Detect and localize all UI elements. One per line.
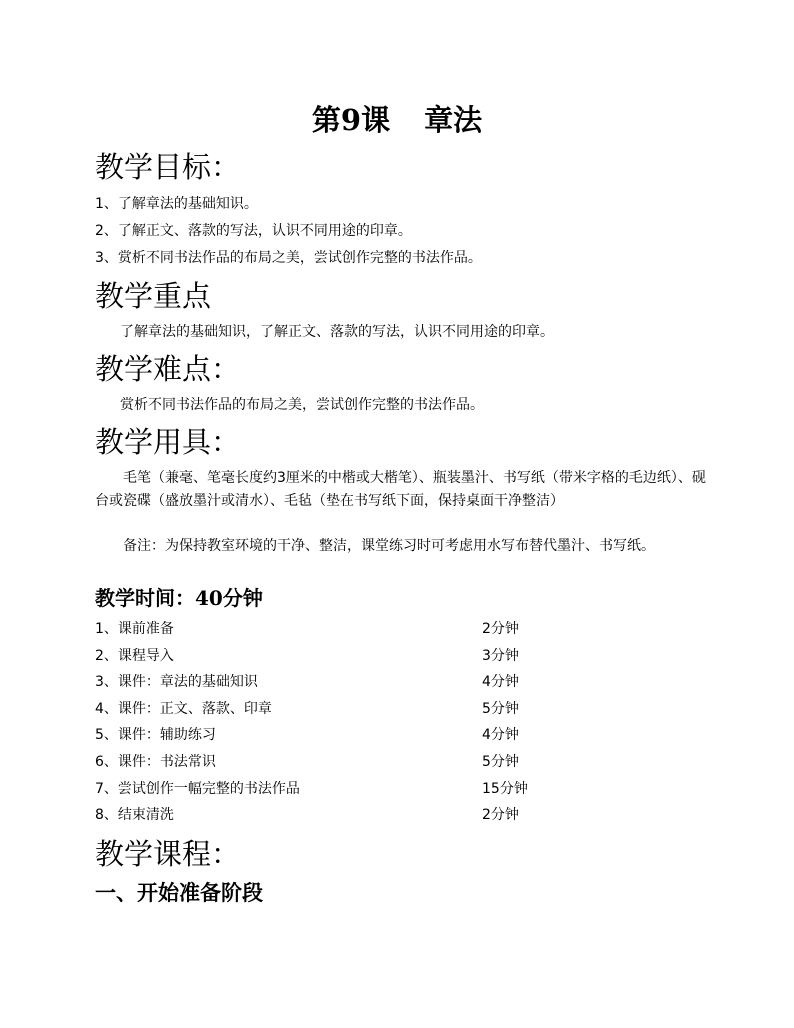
key-points-text: 了解章法的基础知识，了解正文、落款的写法，认识不同用途的印章。	[120, 324, 554, 340]
schedule-row	[95, 616, 615, 643]
schedule-duration: 15分钟	[482, 780, 528, 797]
schedule-row	[95, 669, 615, 696]
tools-note: 备注：为保持教室环境的干净、整洁，课堂练习时可考虑用水写布替代墨汁、书写纸。	[123, 538, 655, 554]
schedule-activity: 8、结束清洗	[95, 807, 174, 824]
tools-heading: 教学用具：	[95, 425, 241, 459]
schedule-row	[95, 802, 615, 829]
schedule-activity: 7、尝试创作一幅完整的书法作品	[95, 780, 300, 797]
process-section-heading: 一、开始准备阶段	[95, 880, 263, 905]
objectives-heading: 教学目标：	[95, 150, 241, 184]
schedule-duration: 5分钟	[482, 753, 519, 770]
schedule-row	[95, 643, 615, 670]
objective-item: 3、赏析不同书法作品的布局之美，尝试创作完整的书法作品。	[95, 250, 482, 266]
schedule-activity: 4、课件：正文、落款、印章	[95, 700, 272, 717]
lesson-title	[0, 98, 794, 142]
schedule-activity: 6、课件：书法常识	[95, 753, 216, 770]
schedule-duration: 5分钟	[482, 700, 519, 717]
schedule-row	[95, 722, 615, 749]
schedule-duration: 2分钟	[482, 621, 519, 637]
objective-item: 2、了解正文、落款的写法，认识不同用途的印章。	[95, 223, 412, 239]
process-heading: 教学课程：	[95, 837, 241, 871]
difficulties-heading: 教学难点：	[95, 352, 241, 386]
schedule-duration: 4分钟	[482, 674, 519, 691]
schedule-list	[95, 616, 615, 829]
tools-text: 毛笔（兼毫、笔毫长度约3厘米的中楷或大楷笔）、瓶装墨汁、书写纸（带米字格的毛边纸）、砚台或瓷碟（盛放墨汁或清水）、毛毡（垫在书写纸下面，保持桌面干净整洁）	[95, 470, 706, 509]
schedule-row	[95, 696, 615, 723]
time-heading: 教学时间：40分钟	[95, 586, 263, 610]
key-points-heading: 教学重点	[95, 279, 212, 313]
schedule-activity: 2、课程导入	[95, 647, 174, 664]
schedule-duration: 2分钟	[482, 807, 519, 824]
schedule-activity: 5、课件：辅助练习	[95, 727, 216, 744]
schedule-duration: 3分钟	[482, 647, 519, 664]
objective-item: 1、了解章法的基础知识。	[95, 196, 258, 212]
schedule-activity: 1、课前准备	[95, 621, 174, 637]
difficulties-text: 赏析不同书法作品的布局之美，尝试创作完整的书法作品。	[120, 397, 484, 413]
schedule-row	[95, 776, 615, 803]
lesson-topic: 章法	[424, 103, 483, 137]
lesson-number: 第9课	[311, 103, 391, 137]
schedule-duration: 4分钟	[482, 727, 519, 744]
schedule-activity: 3、课件：章法的基础知识	[95, 674, 258, 691]
schedule-row	[95, 749, 615, 776]
